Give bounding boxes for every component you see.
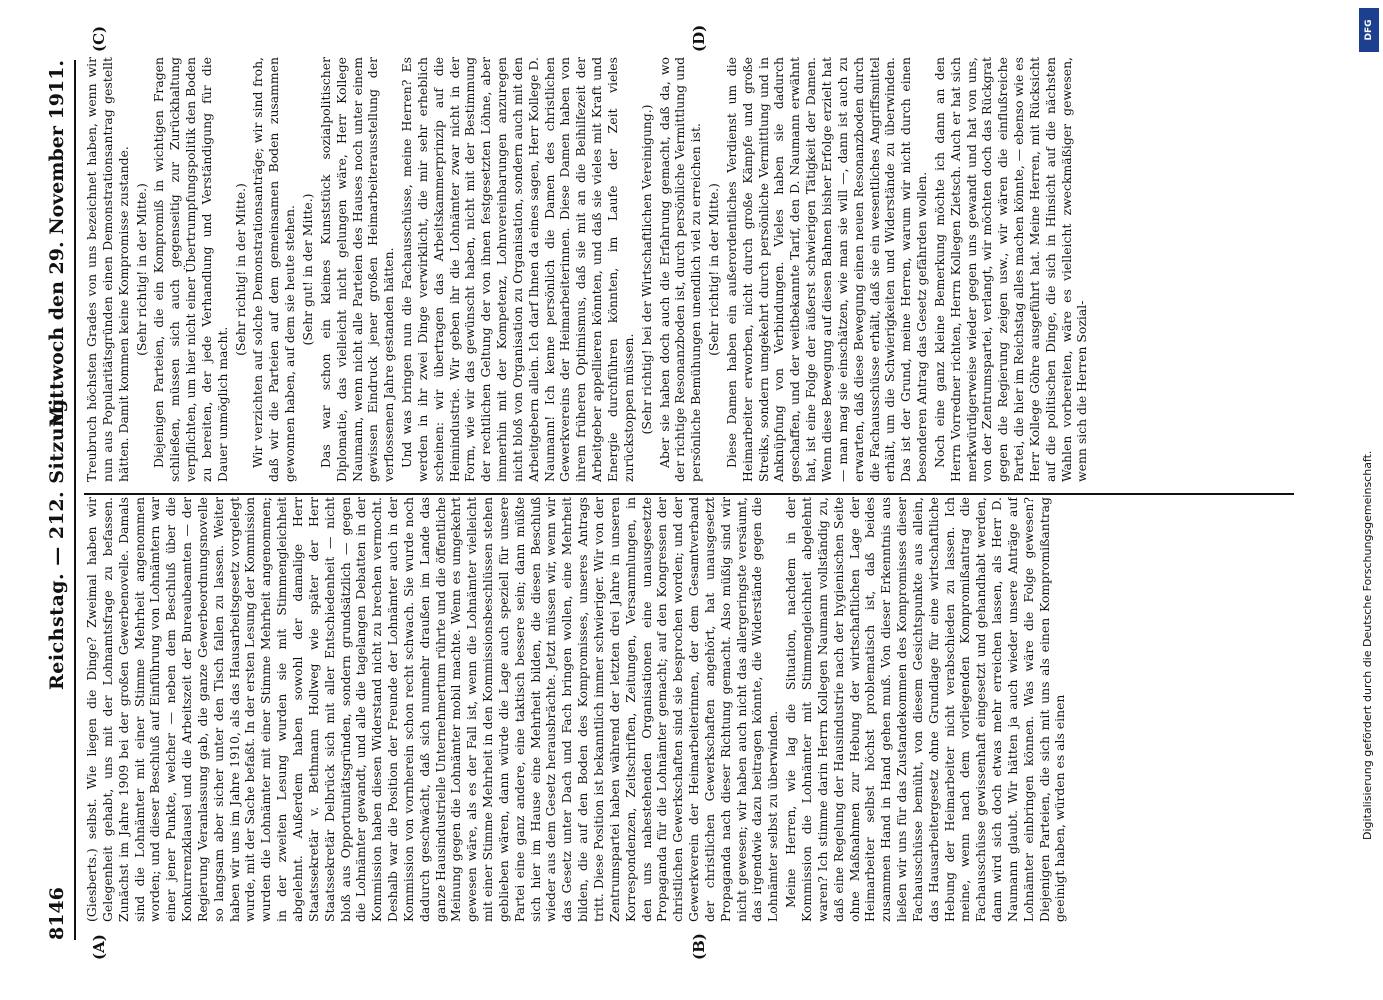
margin-mark-a: (A): [90, 934, 108, 960]
dfg-logo: [1359, 8, 1379, 52]
right-text-column: [84, 57, 1294, 482]
interjection: (Sehr richtig! in der Mitte.): [133, 183, 149, 356]
interjection: (Sehr richtig! in der Mitte.): [232, 183, 248, 356]
digitization-note: [1359, 60, 1377, 840]
paragraph: Treubruch höchsten Grades von uns bezeichnet haben, wenn wir nun aus Popularitätsgründen einen Demonstrationsantrag gestellt hätten. Damit kommen keine Kompromisse zustande.: [84, 57, 131, 482]
dfg-logo-text: DFG: [1364, 19, 1374, 41]
paragraph: Diejenigen Parteien, die ein Kompromiß in wichtigen Fragen schließen, müssen sich auch gegenseitig zur Zurückhaltung verpflichten, um hier nicht einer Übertrumpfungspolitik den Boden zu bereiten, der jede Verhandlung und Verständigung für die Dauer unmöglich macht.: [151, 57, 230, 482]
paragraph: Wir verzichten auf solche Demonstrationsanträge; wir sind froh, daß wir die Parteien auf dem gemeinsamen Boden zusammen gewonnen haben, auf dem sie heute stehen.: [250, 57, 298, 482]
margin-mark-d: (D): [690, 24, 708, 52]
paragraph: Aber sie haben doch auch die Erfahrung gemacht, daß da, wo der richtige Resonanzboden ist, durch persönliche Vermittlung und persönliche Bemühungen unendlich viel zu erreichen ist.: [656, 57, 704, 482]
column-divider: [84, 493, 1294, 495]
page-header: [40, 60, 76, 940]
interjection: (Sehr gut! in der Mitte.): [299, 193, 315, 346]
session-title: Reichstag. — 212. Sitzung.: [46, 391, 68, 690]
paragraph: Meine Herren, wie lag die Situation, nachdem in der Kommission die Lohnämter mit Stimmengleichheit abgelehnt waren? Ich stimme darin Herrn Kollegen Naumann vollständig zu, daß eine Regelung der Hausindustrie nach der hygienischen Seite ohne Maßnahmen zur Hebung der wirtschaftlichen Lage der Heimarbeiter selbst höchst problematisch ist, daß beides zusammen Hand in Hand gehen muß. Von dieser Erkenntnis aus ließen wir uns für das Zustandekommen des Kompromisses dieser Fachausschüsse bemüht, von diesem Gesichtspunkte aus allein, das Hausarbeitergesetz ohne Grundlage für eine wirtschaftliche Hebung der Heimarbeiter nicht verabschieden zu lassen. Ich meine, wenn nach dem vorliegenden Kompromißantrag die Fachausschüsse gewissenhaft eingesetzt und gehandhabt werden, dann wird sich doch etwas mehr erreichen lassen, als Herr D. Naumann glaubt. Wir hätten ja auch wieder unsere Anträge auf Lohnämter einbringen können. Was wäre die Folge gewesen? Diejenigen Parteien, die sich mit uns als einen Kompromißantrag geeinigt haben, würden es als einen: [783, 497, 1068, 922]
paragraph: Und was bringen nun die Fachausschüsse, meine Herren? Es werden in ihr zwei Dinge verwirklicht, die mir sehr erheblich scheinen: wir übertragen das Arbeitskammerprinzip auf die Heimindustrie. Wir geben ihr die Lohnämter zwar nicht in der Form, wie wir das gewünscht haben, nicht mit der Bestimmung der rechtlichen Geltung der von ihnen festgesetzten Löhne, aber immerhin mit der Kompetenz, Lohnvereinbarungen anzuregen nicht bloß von Organisation zu Organisation, sondern auch mit den Arbeitgebern allein. Ich darf Ihnen da eines sagen, Herr Kollege D. Naumann! Ich kenne persönlich die Damen des christlichen Gewerkvereins der Heimarbeiterinnen. Diese Damen haben von ihrem früheren Optimismus, daß sie mit an die Beihilfezeit der Arbeitgeber appellieren könnten, und daß sie vieles mit Kraft und Energie durchführen könnten, im Laufe der Zeit vieles zurückstoppen müssen.: [399, 57, 636, 482]
margin-mark-b: (B): [690, 933, 708, 960]
session-date: Mittwoch den 29. November 1911.: [46, 60, 68, 428]
paragraph: Noch eine ganz kleine Bemerkung möchte ich dann an den Herrn Vorredner richten, Herrn Kollegen Zietsch. Auch er hat sich merkwürdigerweise wieder gegen uns gewandt und hat von uns, von der Zentrumspartei, verlangt, wir möchten doch das Rückgrat gegen die Regierung zeigen usw., wir wären die einflußreiche Partei, die hier im Reichstag alles machen könnte, — ebenso wie es Herr Kollege Göhre ausgeführt hat. Meine Herren, mit Rücksicht auf die politischen Dinge, die sich in Hinsicht auf die nächsten Wahlen vorbereiten, wäre es vielleicht zweckmäßiger gewesen, wenn sich die Herren Sozial-: [931, 57, 1090, 482]
digitization-note-text: Digitalisierung gefördert durch die Deutsche Forschungsgemeinschaft.: [1361, 450, 1374, 840]
margin-mark-c: (C): [90, 25, 108, 52]
paragraph: Das war schon ein kleines Kunststück sozialpolitischer Diplomatie, das vielleicht nicht gelungen wäre, Herr Kollege Naumann, wenn nicht alle Parteien des Hauses noch unter einem gewissen Eindruck jener großen Heimarbeiterausstellung der verflossenen Jahre gestanden hätten.: [317, 57, 397, 482]
paragraph: Diese Damen haben ein außerordentliches Verdienst um die Heimarbeiter erworben, nicht durch große Kämpfe und große Streiks, sondern umgekehrt durch persönliche Vermittlung und in Anknüpfung von Verbindungen. Vieles haben sie dadurch geschaffen, und der weitbekannte Tarif, den D. Naumann erwähnt hat, ist eine Folge der äußerst schwierigen Tätigkeit der Damen. Wenn diese Bewegung auf diesen Bahnen bisher Erfolge erzielt hat — man mag sie einschätzen, wie man sie will —, dann ist auch zu erwarten, daß diese Bewegung einen neuen Resonanzboden durch die Fachausschüsse erhält, daß sie ein wesentliches Angriffsmittel erhält, um die Schwierigkeiten und Widerstände zu überwinden. Das ist der Grund, meine Herren, warum wir nicht durch einen besonderen Antrag das Gesetz gefährden wollen.: [723, 57, 930, 482]
left-text-column: [84, 497, 1294, 922]
page-number: 8146: [46, 887, 68, 940]
interjection: (Sehr richtig! in der Mitte.): [706, 183, 722, 356]
paragraph: (Giesberts.) selbst. Wie liegen die Dinge? Zweimal haben wir Gelegenheit gehabt, uns mit der Lohnamtsfrage zu befassen. Zunächst im Jahre 1909 bei der großen Gewerbenovelle. Damals sind die Lohnämter mit einer Stimme Mehrheit angenommen worden; und dieser Beschluß auf Einführung von Lohnämtern war einer jener Punkte, welcher — neben dem Beschluß über die Konkurrenzklausel und die Arbeitszeit der Bureaubeamten — der Regierung Veranlassung gab, die ganze Gewerbeordnungsnovelle so langsam aber sicher unter den Tisch fallen zu lassen. Weiter haben wir uns im Jahre 1910, als das Hausarbeitsgesetz vorgelegt wurde, mit der Sache befaßt. In der ersten Lesung der Kommission wurden die Lohnämter mit einer Stimme Mehrheit angenommen; in der zweiten Lesung wurden sie mit Stimmengleichheit abgelehnt. Außerdem haben sowohl der damalige Herr Staatssekretär v. Bethmann Hollweg wie später der Herr Staatssekretär Delbrück sich mit aller Entschiedenheit — nicht bloß aus Opportunitätsgründen, sondern grundsätzlich — gegen die Lohnämter gewandt, und alle die tagelangen Debatten in der Kommission haben diesen Widerstand nicht zu brechen vermocht. Deshalb war die Position der Freunde der Lohnämter auch in der Kommission von vornherein schon recht schwach. Sie wurde noch dadurch geschwächt, daß sich nunmehr draußen im Lande das ganze Hausindustrielle Unternehmertum rührte und die öffentliche Meinung gegen die Lohnämter mobil machte. Wenn es umgekehrt gewesen wäre, als es der Fall ist, wenn die Lohnämter vielleicht mit einer Stimme Mehrheit in den Kommissionsbeschlüssen stehen geblieben wären, dann würde die Lage auch speziell für unsere Partei eine ganz andere, eine taktisch bessere sein; dann müßte sich hier im Hause eine Mehrheit bilden, die diesen Beschluß wieder aus dem Gesetz herausbrächte. Jetzt müssen wir, wenn wir das Gesetz unter Dach und Fach bringen wollen, eine Mehrheit bilden, die auf den Boden des Kompromisses, unseres Antrags tritt. Diese Position ist bekanntlich immer schwieriger. Wir von der Zentrumspartei haben während der letzten drei Jahre in unseren Korrespondenzen, Zeitschriften, Zeitungen, Versammlungen, in den uns nahestehenden Organisationen eine unausgesetzte Propaganda für die Lohnämter gemacht; auf den Kongressen der christlichen Gewerkschaften sind sie besprochen worden; und der Gewerkverein der Heimarbeiterinnen, der dem Gesamtverband der christlichen Gewerkschaften angehört, hat unausgesetzt Propaganda nach dieser Richtung gemacht. Also müßig sind wir nicht gewesen; wir haben auch nicht das allergeringste versäumt, das irgendwie dazu beitragen könnte, die Widerstände gegen die Lohnämter selbst zu überwinden.: [84, 497, 781, 922]
interjection: (Sehr richtig! bei der Wirtschaftlichen Vereinigung.): [638, 104, 654, 435]
